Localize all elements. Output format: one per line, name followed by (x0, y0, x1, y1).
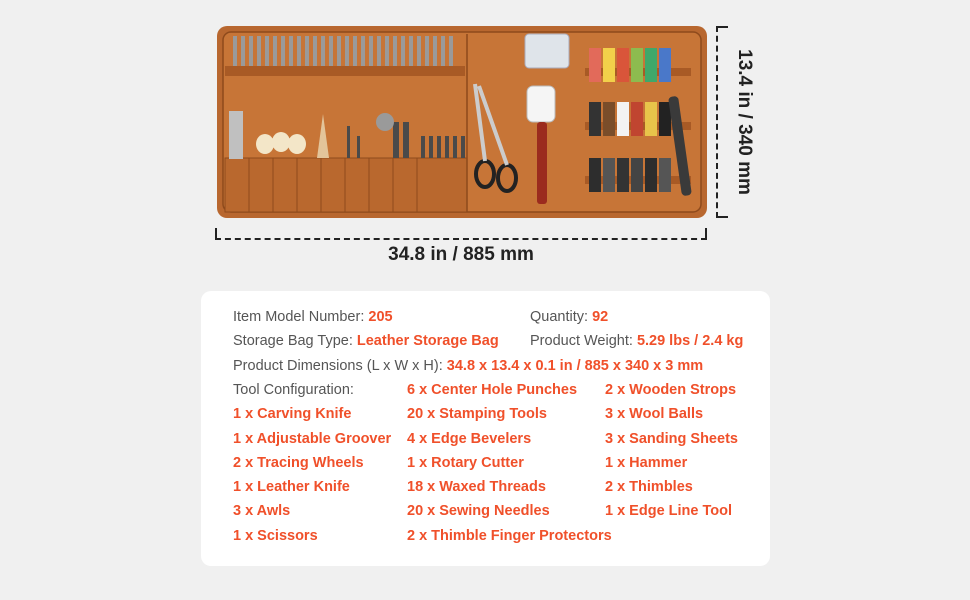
weight-value: 5.29 lbs / 2.4 kg (636, 333, 744, 349)
tool-item: 6 x Center Hole Punches (407, 382, 578, 398)
width-dimension-line (215, 228, 707, 240)
tool-item: 2 x Thimbles (605, 479, 693, 495)
tool-configuration-label: Tool Configuration: (233, 382, 354, 398)
tool-item: 3 x Awls (233, 503, 291, 519)
tool-item: 20 x Sewing Needles (407, 503, 550, 519)
tool-item: 20 x Stamping Tools (407, 406, 547, 422)
tool-item: 1 x Rotary Cutter (407, 455, 524, 471)
storage-bag-value: Leather Storage Bag (356, 333, 499, 349)
tool-item: 1 x Carving Knife (233, 406, 352, 422)
model-number-value: 205 (368, 309, 393, 325)
tool-item: 2 x Tracing Wheels (233, 455, 364, 471)
tool-item: 3 x Sanding Sheets (605, 431, 738, 447)
tool-item: 2 x Thimble Finger Protectors (407, 528, 612, 544)
height-dimension-line (716, 26, 728, 218)
quantity-label: Quantity: (530, 309, 589, 325)
tool-item: 1 x Hammer (605, 455, 688, 471)
quantity-value: 92 (592, 309, 609, 325)
width-dimension-label: 34.8 in / 885 mm (388, 244, 534, 265)
dimensions-label: Product Dimensions (L x W x H): (233, 358, 443, 374)
specifications-card (201, 291, 770, 566)
tool-configuration-row (233, 382, 354, 398)
model-number-label: Item Model Number: (233, 309, 365, 325)
height-dimension-label: 13.4 in / 340 mm (734, 49, 755, 195)
weight-label: Product Weight: (530, 333, 633, 349)
storage-bag-label: Storage Bag Type: (233, 333, 353, 349)
tool-item: 1 x Scissors (233, 528, 318, 544)
tool-item: 3 x Wool Balls (605, 406, 704, 422)
dimensions-value: 34.8 x 13.4 x 0.1 in / 885 x 340 x 3 mm (446, 358, 704, 374)
product-photo (217, 26, 707, 218)
model-number-row (233, 309, 393, 325)
tool-item: 2 x Wooden Strops (605, 382, 737, 398)
dimensions-row (233, 358, 703, 374)
tool-item: 4 x Edge Bevelers (407, 431, 532, 447)
storage-bag-row (233, 333, 499, 349)
quantity-row (530, 309, 608, 325)
weight-row (530, 333, 743, 349)
tool-item: 1 x Adjustable Groover (233, 431, 392, 447)
tool-item: 1 x Edge Line Tool (605, 503, 733, 519)
tool-item: 1 x Leather Knife (233, 479, 350, 495)
tool-item: 18 x Waxed Threads (407, 479, 546, 495)
